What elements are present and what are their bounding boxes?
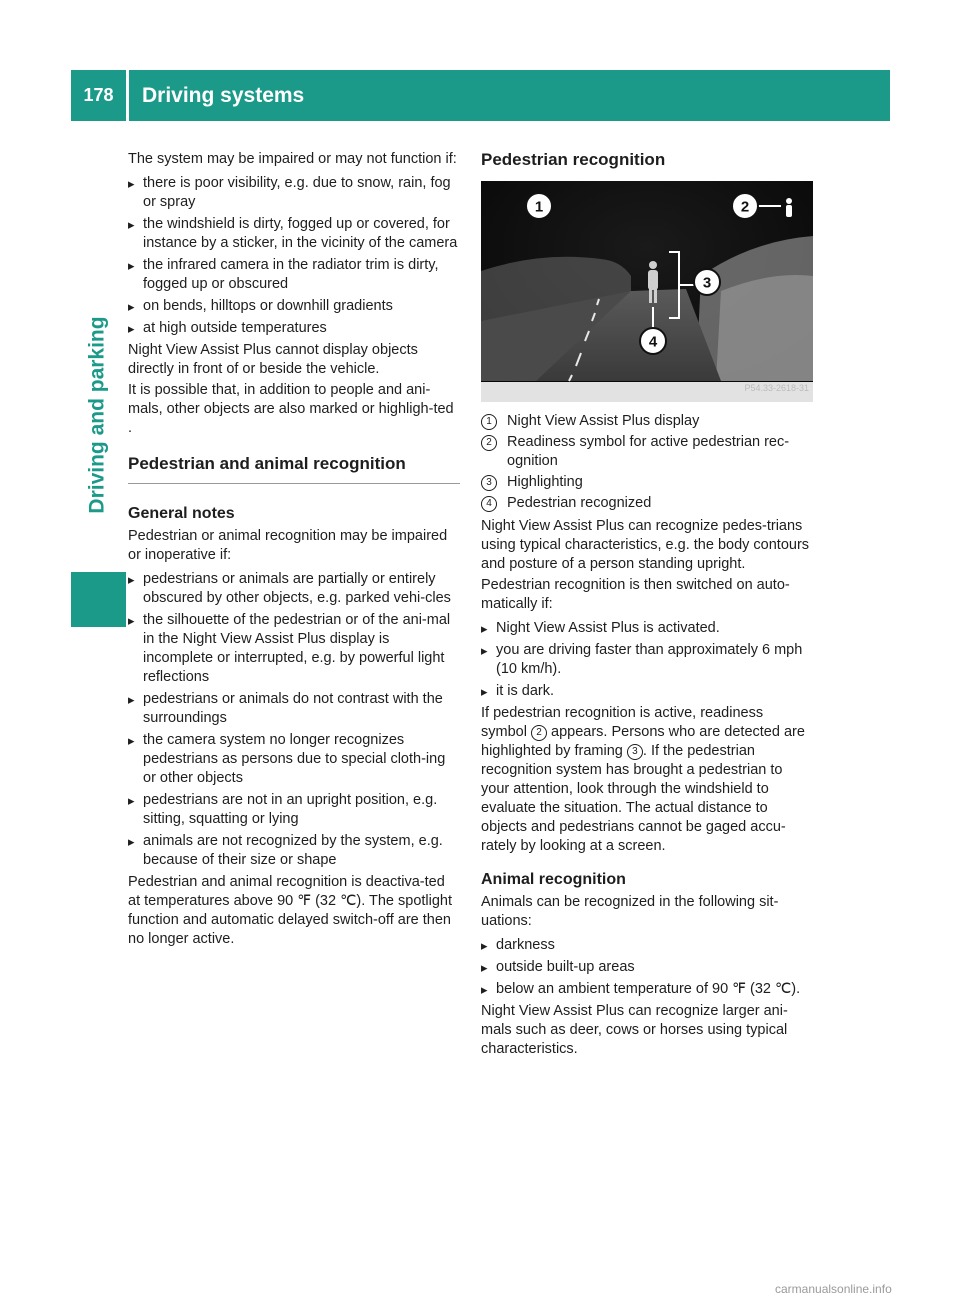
general-notes-list <box>128 570 460 870</box>
sidebar-tab-label: Driving and parking <box>86 316 110 514</box>
callout-label: 4 <box>648 333 658 351</box>
list-item: ▸ animals are not recognized by the system, e.g. because of their size or shape <box>128 832 460 870</box>
list-item: ▸ you are driving faster than approximately 6 mph (10 km/h). <box>481 641 813 679</box>
marking-note: It is possible that, in addition to people and ani-mals, other objects are also marked or highligh-ted . <box>128 382 454 436</box>
legend-text: Readiness symbol for active pedestrian rec-ognition <box>507 434 790 469</box>
legend-number: 4 <box>481 496 497 512</box>
callout-3 <box>694 269 720 295</box>
night-view-figure <box>481 181 813 402</box>
animal-intro: Animals can be recognized in the following sit-uations: <box>481 894 779 929</box>
readiness-text: If pedestrian recognition is active, readiness symbol 2 appears. Persons who are detected are highlighted by framing 3 . If the pedestrian recognition system has brought a pedestrian to your attention, look through the windshield to evaluate the situation. The actual distance to objects and pedestrians cannot be gaged accu-rately by looking at a screen. <box>481 705 805 854</box>
legend-item <box>481 494 813 513</box>
impairment-list <box>128 174 460 338</box>
figure-legend <box>481 412 813 513</box>
activation-intro: Pedestrian recognition is then switched on auto-matically if: <box>481 577 790 612</box>
legend-text: Highlighting <box>507 474 583 490</box>
legend-number: 1 <box>481 414 497 430</box>
figure-code: P54.33-2618-31 <box>744 383 809 393</box>
legend-text: Night View Assist Plus display <box>507 413 700 429</box>
list-item: ▸ it is dark. <box>481 682 813 701</box>
pedestrian-recognition-heading: Pedestrian recognition <box>481 150 666 169</box>
legend-text: Pedestrian recognized <box>507 495 652 511</box>
list-item: ▸ the camera system no longer recognizes pedestrians as persons due to special cloth-ing or other objects <box>128 731 460 788</box>
animal-recognition-heading: Animal recognition <box>481 871 626 888</box>
watermark: carmanualsonline.info <box>775 1282 892 1296</box>
activation-list <box>481 619 813 701</box>
callout-4 <box>640 328 666 354</box>
callout-label: 1 <box>534 198 544 216</box>
display-limitation-text: Night View Assist Plus cannot display objects directly in front of or beside the vehicle. <box>128 342 418 377</box>
list-item: ▸ the windshield is dirty, fogged up or covered, for instance by a sticker, in the vicinity of the camera <box>128 215 460 253</box>
section-heading: Pedestrian and animal recognition <box>128 454 460 484</box>
callout-label: 2 <box>740 198 750 216</box>
header-divider <box>126 70 129 121</box>
recognition-description: Night View Assist Plus can recognize pedes-trians using typical characteristics, e.g. the body contours and posture of a person standing upright. <box>481 518 810 572</box>
list-item: ▸ pedestrians are not in an upright position, e.g. sitting, squatting or lying <box>128 791 460 829</box>
list-item: ▸ outside built-up areas <box>481 958 813 977</box>
inline-callout-2: 2 <box>531 725 547 741</box>
list-item: ▸ there is poor visibility, e.g. due to snow, rain, fog or spray <box>128 174 460 212</box>
night-view-image <box>481 181 813 402</box>
page-number: 178 <box>83 85 114 105</box>
callout-2 <box>732 193 758 219</box>
list-item: ▸ on bends, hilltops or downhill gradients <box>128 297 460 316</box>
deactivation-text: Pedestrian and animal recognition is deactiva-ted at temperatures above 90 ℉ (32 ℃). The spotlight function and automatic delayed switch-off are then no longer active. <box>128 874 453 947</box>
legend-item <box>481 433 813 471</box>
list-item: ▸ the infrared camera in the radiator trim is dirty, fogged up or obscured <box>128 256 460 294</box>
animal-list <box>481 936 813 999</box>
general-notes-intro: Pedestrian or animal recognition may be impaired or inoperative if: <box>128 528 448 563</box>
sidebar-tab <box>68 275 128 555</box>
legend-item <box>481 473 813 492</box>
list-item: ▸ the silhouette of the pedestrian or of the ani-mal in the Night View Assist Plus display is incomplete or interrupted, e.g. by powerful light reflections <box>128 611 460 687</box>
list-item: ▸ pedestrians or animals do not contrast with the surroundings <box>128 690 460 728</box>
legend-item <box>481 412 813 431</box>
sidebar-marker <box>71 572 126 627</box>
inline-callout-3: 3 <box>627 744 643 760</box>
callout-1 <box>526 193 552 219</box>
list-item: ▸ below an ambient temperature of 90 ℉ (32 ℃). <box>481 980 813 999</box>
subsection-heading: General notes <box>128 505 235 522</box>
animal-closing: Night View Assist Plus can recognize larger ani-mals such as deer, cows or horses using typical characteristics. <box>481 1003 788 1057</box>
legend-number: 3 <box>481 475 497 491</box>
list-item: ▸ darkness <box>481 936 813 955</box>
list-item: ▸ Night View Assist Plus is activated. <box>481 619 813 638</box>
list-item: ▸ pedestrians or animals are partially or entirely obscured by other objects, e.g. parked vehi-cles <box>128 570 460 608</box>
right-column <box>481 150 813 1059</box>
legend-number: 2 <box>481 435 497 451</box>
section-title: Driving systems <box>142 83 305 107</box>
impairment-intro: The system may be impaired or may not function if: <box>128 151 457 167</box>
list-item: ▸ at high outside temperatures <box>128 319 460 338</box>
callout-label: 3 <box>702 274 712 292</box>
left-column <box>128 150 460 949</box>
